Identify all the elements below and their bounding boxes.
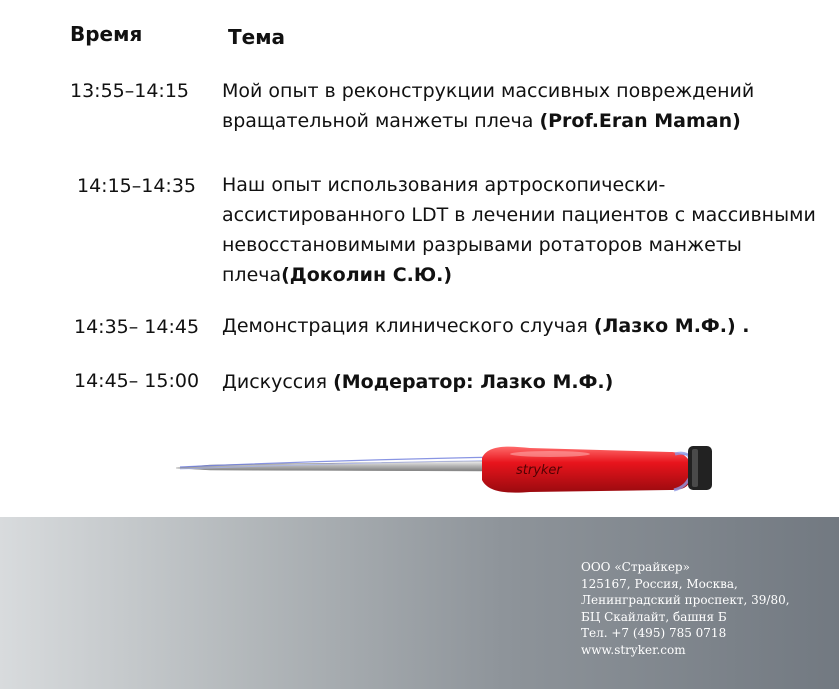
address-line: БЦ Скайлайт, башня Б (581, 609, 727, 624)
session-time: 14:45– 15:00 (74, 370, 200, 392)
time-column-header: Время (70, 22, 143, 46)
session-topic (222, 76, 822, 136)
session-topic (222, 170, 822, 290)
topic-column-header: Тема (228, 25, 286, 49)
speaker-name: (Лазко М.Ф.) . (593, 315, 750, 337)
session-time: 13:55–14:15 (70, 80, 190, 102)
session-time: 14:15–14:35 (77, 175, 197, 197)
session-time: 14:35– 14:45 (74, 316, 200, 338)
address-line: 125167, Россия, Москва, (581, 576, 738, 591)
website-link[interactable]: www.stryker.com (581, 642, 686, 657)
session-topic (222, 367, 822, 397)
surgical-instrument-image (170, 432, 730, 504)
company-address (581, 559, 831, 658)
address-line: Ленинградский проспект, 39/80, (581, 593, 790, 607)
speaker-name: (Prof.Eran Maman) (539, 110, 741, 132)
topic-text: Демонстрация клинического случая (222, 315, 594, 337)
speaker-name: (Доколин С.Ю.) (281, 264, 453, 286)
topic-text: Дискуссия (222, 371, 334, 393)
brand-logo: stryker (516, 463, 562, 478)
company-name: ООО «Страйкер» (581, 560, 690, 574)
topic-text: Мой опыт в реконструкции массивных повреждений вращательной манжеты плеча (222, 80, 755, 132)
speaker-name: (Модератор: Лазко М.Ф.) (333, 371, 614, 393)
phone-number: Тел. +7 (495) 785 0718 (581, 626, 727, 640)
topic-text: Наш опыт использования артроскопически-ассистированного LDT в лечении пациентов с массивными невосстановимыми разрывами ротаторов манжеты плеча (222, 174, 816, 286)
session-topic (222, 311, 822, 341)
